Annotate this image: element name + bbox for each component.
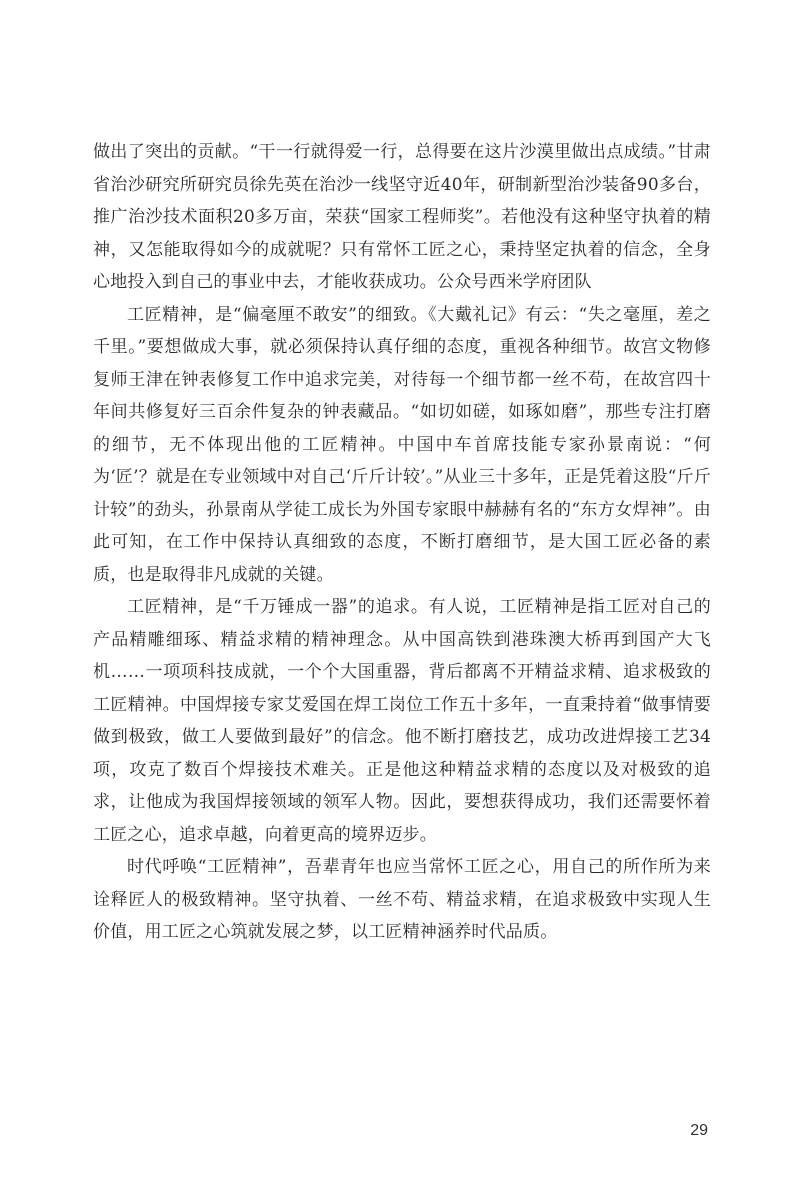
document-body: [93, 136, 711, 949]
paragraph-conclusion: 时代呼唤“工匠精神”，吾辈青年也应当常怀工匠之心，用自己的所作所为来诠释匠人的极致精神。坚守执着、一丝不苟、精益求精，在追求极致中实现人生价值，用工匠之心筑就发展之梦，以工匠精神涵养时代品质。: [93, 857, 711, 942]
paragraph-pursuit-of-excellence: 工匠精神，是“千万锤成一器”的追求。有人说，工匠精神是指工匠对自己的产品精雕细琢、精益求精的精神理念。从中国高铁到港珠澳大桥再到国产大飞机……一项项科技成就，一个个大国重器，背后都离不开精益求精、追求极致的工匠精神。中国焊接专家艾爱国在焊工岗位工作五十多年，一直秉持着“做事情要做到极致，做工人要做到最好”的信念。他不断打磨技艺，成功改进焊接工艺34项，攻克了数百个焊接技术难关。正是他这种精益求精的态度以及对极致的追求，让他成为我国焊接领域的领军人物。因此，要想获得成功，我们还需要怀着工匠之心，追求卓越，向着更高的境界迈步。: [93, 597, 711, 845]
paragraph-continuation: 做出了突出的贡献。“干一行就得爱一行，总得要在这片沙漠里做出点成绩。”甘肃省治沙研究所研究员徐先英在治沙一线坚守近40年，研制新型治沙装备90多台，推广治沙技术面积20多万亩，荣获“国家工程师奖”。若他没有这种坚守执着的精神，又怎能取得如今的成就呢？只有常怀工匠之心，秉持坚定执着的信念，全身心地投入到自己的事业中去，才能收获成功。公众号西米学府团队: [93, 142, 711, 292]
paragraph-attention-to-detail: 工匠精神，是“偏毫厘不敢安”的细致。《大戴礼记》有云：“失之毫厘，差之千里。”要想做成大事，就必须保持认真仔细的态度，重视各种细节。故宫文物修复师王津在钟表修复工作中追求完美，对待每一个细节都一丝不苟，在故宫四十年间共修复好三百余件复杂的钟表藏品。“如切如磋，如琢如磨”，那些专注打磨的细节，无不体现出他的工匠精神。中国中车首席技能专家孙景南说：“何为‘匠’？就是在专业领域中对自己‘斤斤计较’。”从业三十多年，正是凭着这股“斤斤计较”的劲头，孙景南从学徒工成长为外国专家眼中赫赫有名的“东方女焊神”。由此可知，在工作中保持认真细致的态度，不断打磨细节，是大国工匠必备的素质，也是取得非凡成就的关键。: [93, 304, 711, 585]
page-number: 29: [690, 1122, 708, 1139]
